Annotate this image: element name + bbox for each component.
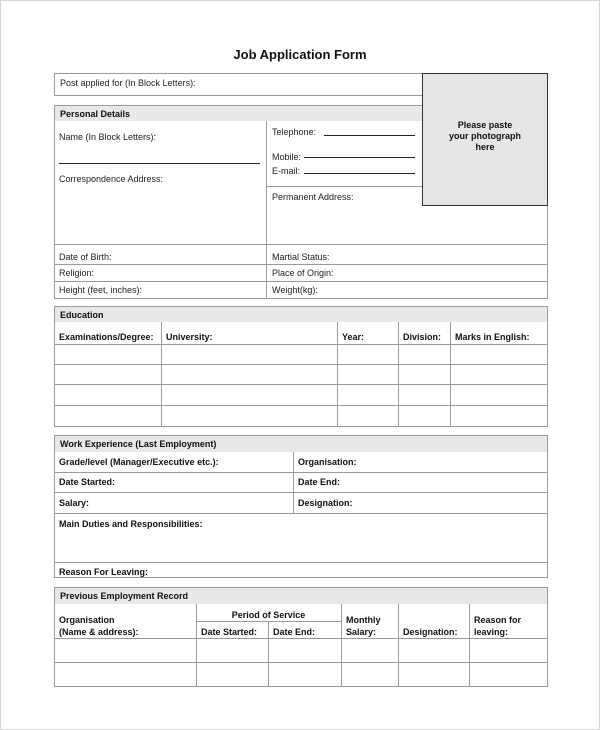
date-end-label: Date End:: [298, 477, 341, 487]
correspondence-address-label: Correspondence Address:: [59, 174, 164, 184]
education-row-line: [54, 384, 548, 385]
name-label: Name (In Block Letters):: [59, 132, 157, 142]
designation-label: Designation:: [298, 498, 353, 508]
prev-row-line: [196, 621, 341, 622]
prev-col-line: [341, 604, 342, 686]
education-col-university: University:: [166, 332, 213, 342]
email-input-line[interactable]: [304, 173, 415, 174]
work-row-line: [54, 472, 548, 473]
prev-organisation-sublabel: (Name & address):: [59, 627, 139, 637]
monthly-salary-sublabel: Salary:: [346, 627, 377, 637]
telephone-input-line[interactable]: [324, 135, 415, 136]
personal-row-line: [54, 264, 548, 265]
work-row-line: [54, 562, 548, 563]
prev-designation-label: Designation:: [403, 627, 458, 637]
work-experience-header: Work Experience (Last Employment): [54, 435, 548, 453]
previous-employment-header: Previous Employment Record: [54, 587, 548, 605]
education-col-line: [337, 322, 338, 426]
work-experience-table: [54, 452, 548, 578]
marital-status-label: Martial Status:: [272, 252, 330, 262]
permanent-address-label: Permanent Address:: [272, 192, 354, 202]
salary-label: Salary:: [59, 498, 90, 508]
photo-text-line: Please paste: [457, 120, 513, 130]
education-col-marks: Marks in English:: [455, 332, 530, 342]
work-row-line: [54, 513, 548, 514]
education-col-degree: Examinations/Degree:: [59, 332, 154, 342]
weight-label: Weight(kg):: [272, 285, 318, 295]
photo-text-line: here: [475, 142, 495, 152]
education-col-line: [398, 322, 399, 426]
period-of-service-label: Period of Service: [231, 610, 306, 620]
height-label: Height (feet, inches):: [59, 285, 143, 295]
education-col-division: Division:: [403, 332, 442, 342]
monthly-salary-label: Monthly: [346, 615, 381, 625]
education-row-line: [54, 405, 548, 406]
form-title: Job Application Form: [233, 47, 367, 62]
personal-row-line: [54, 281, 548, 282]
email-label: E-mail:: [272, 166, 301, 176]
mobile-label: Mobile:: [272, 152, 302, 162]
photo-placeholder[interactable]: [422, 73, 548, 206]
grade-label: Grade/level (Manager/Executive etc.):: [59, 457, 219, 467]
education-row-line: [54, 344, 548, 345]
education-col-line: [450, 322, 451, 426]
prev-row-line: [54, 662, 548, 663]
post-applied-label: Post applied for (In Block Letters):: [60, 78, 196, 88]
education-row-line: [54, 364, 548, 365]
personal-divider: [266, 121, 267, 298]
reason-leaving-label: Reason For Leaving:: [59, 567, 149, 577]
mobile-input-line[interactable]: [304, 157, 415, 158]
personal-details-header: Personal Details: [54, 105, 423, 122]
work-row-line: [54, 492, 548, 493]
photo-text-line: your photograph: [449, 131, 521, 141]
prev-col-line: [398, 604, 399, 686]
prev-date-end-label: Date End:: [273, 627, 316, 637]
place-of-origin-label: Place of Origin:: [272, 268, 334, 278]
telephone-label: Telephone:: [272, 127, 317, 137]
post-applied-field[interactable]: [54, 73, 423, 96]
education-header: Education: [54, 306, 548, 323]
prev-col-line: [469, 604, 470, 686]
prev-row-line: [54, 638, 548, 639]
duties-label: Main Duties and Responsibilities:: [59, 519, 203, 529]
prev-col-line: [268, 621, 269, 686]
reason-for-leaving-sublabel: leaving:: [474, 627, 509, 637]
dob-label: Date of Birth:: [59, 252, 112, 262]
date-started-label: Date Started:: [59, 477, 116, 487]
organisation-label: Organisation:: [298, 457, 357, 467]
reason-for-leaving-label: Reason for: [474, 615, 522, 625]
work-col-line: [293, 452, 294, 513]
education-col-year: Year:: [342, 332, 365, 342]
prev-organisation-label: Organisation: [59, 615, 115, 625]
name-input-line[interactable]: [59, 163, 260, 164]
education-col-line: [161, 322, 162, 426]
personal-row-line: [54, 244, 548, 245]
prev-date-started-label: Date Started:: [201, 627, 258, 637]
religion-label: Religion:: [59, 268, 95, 278]
